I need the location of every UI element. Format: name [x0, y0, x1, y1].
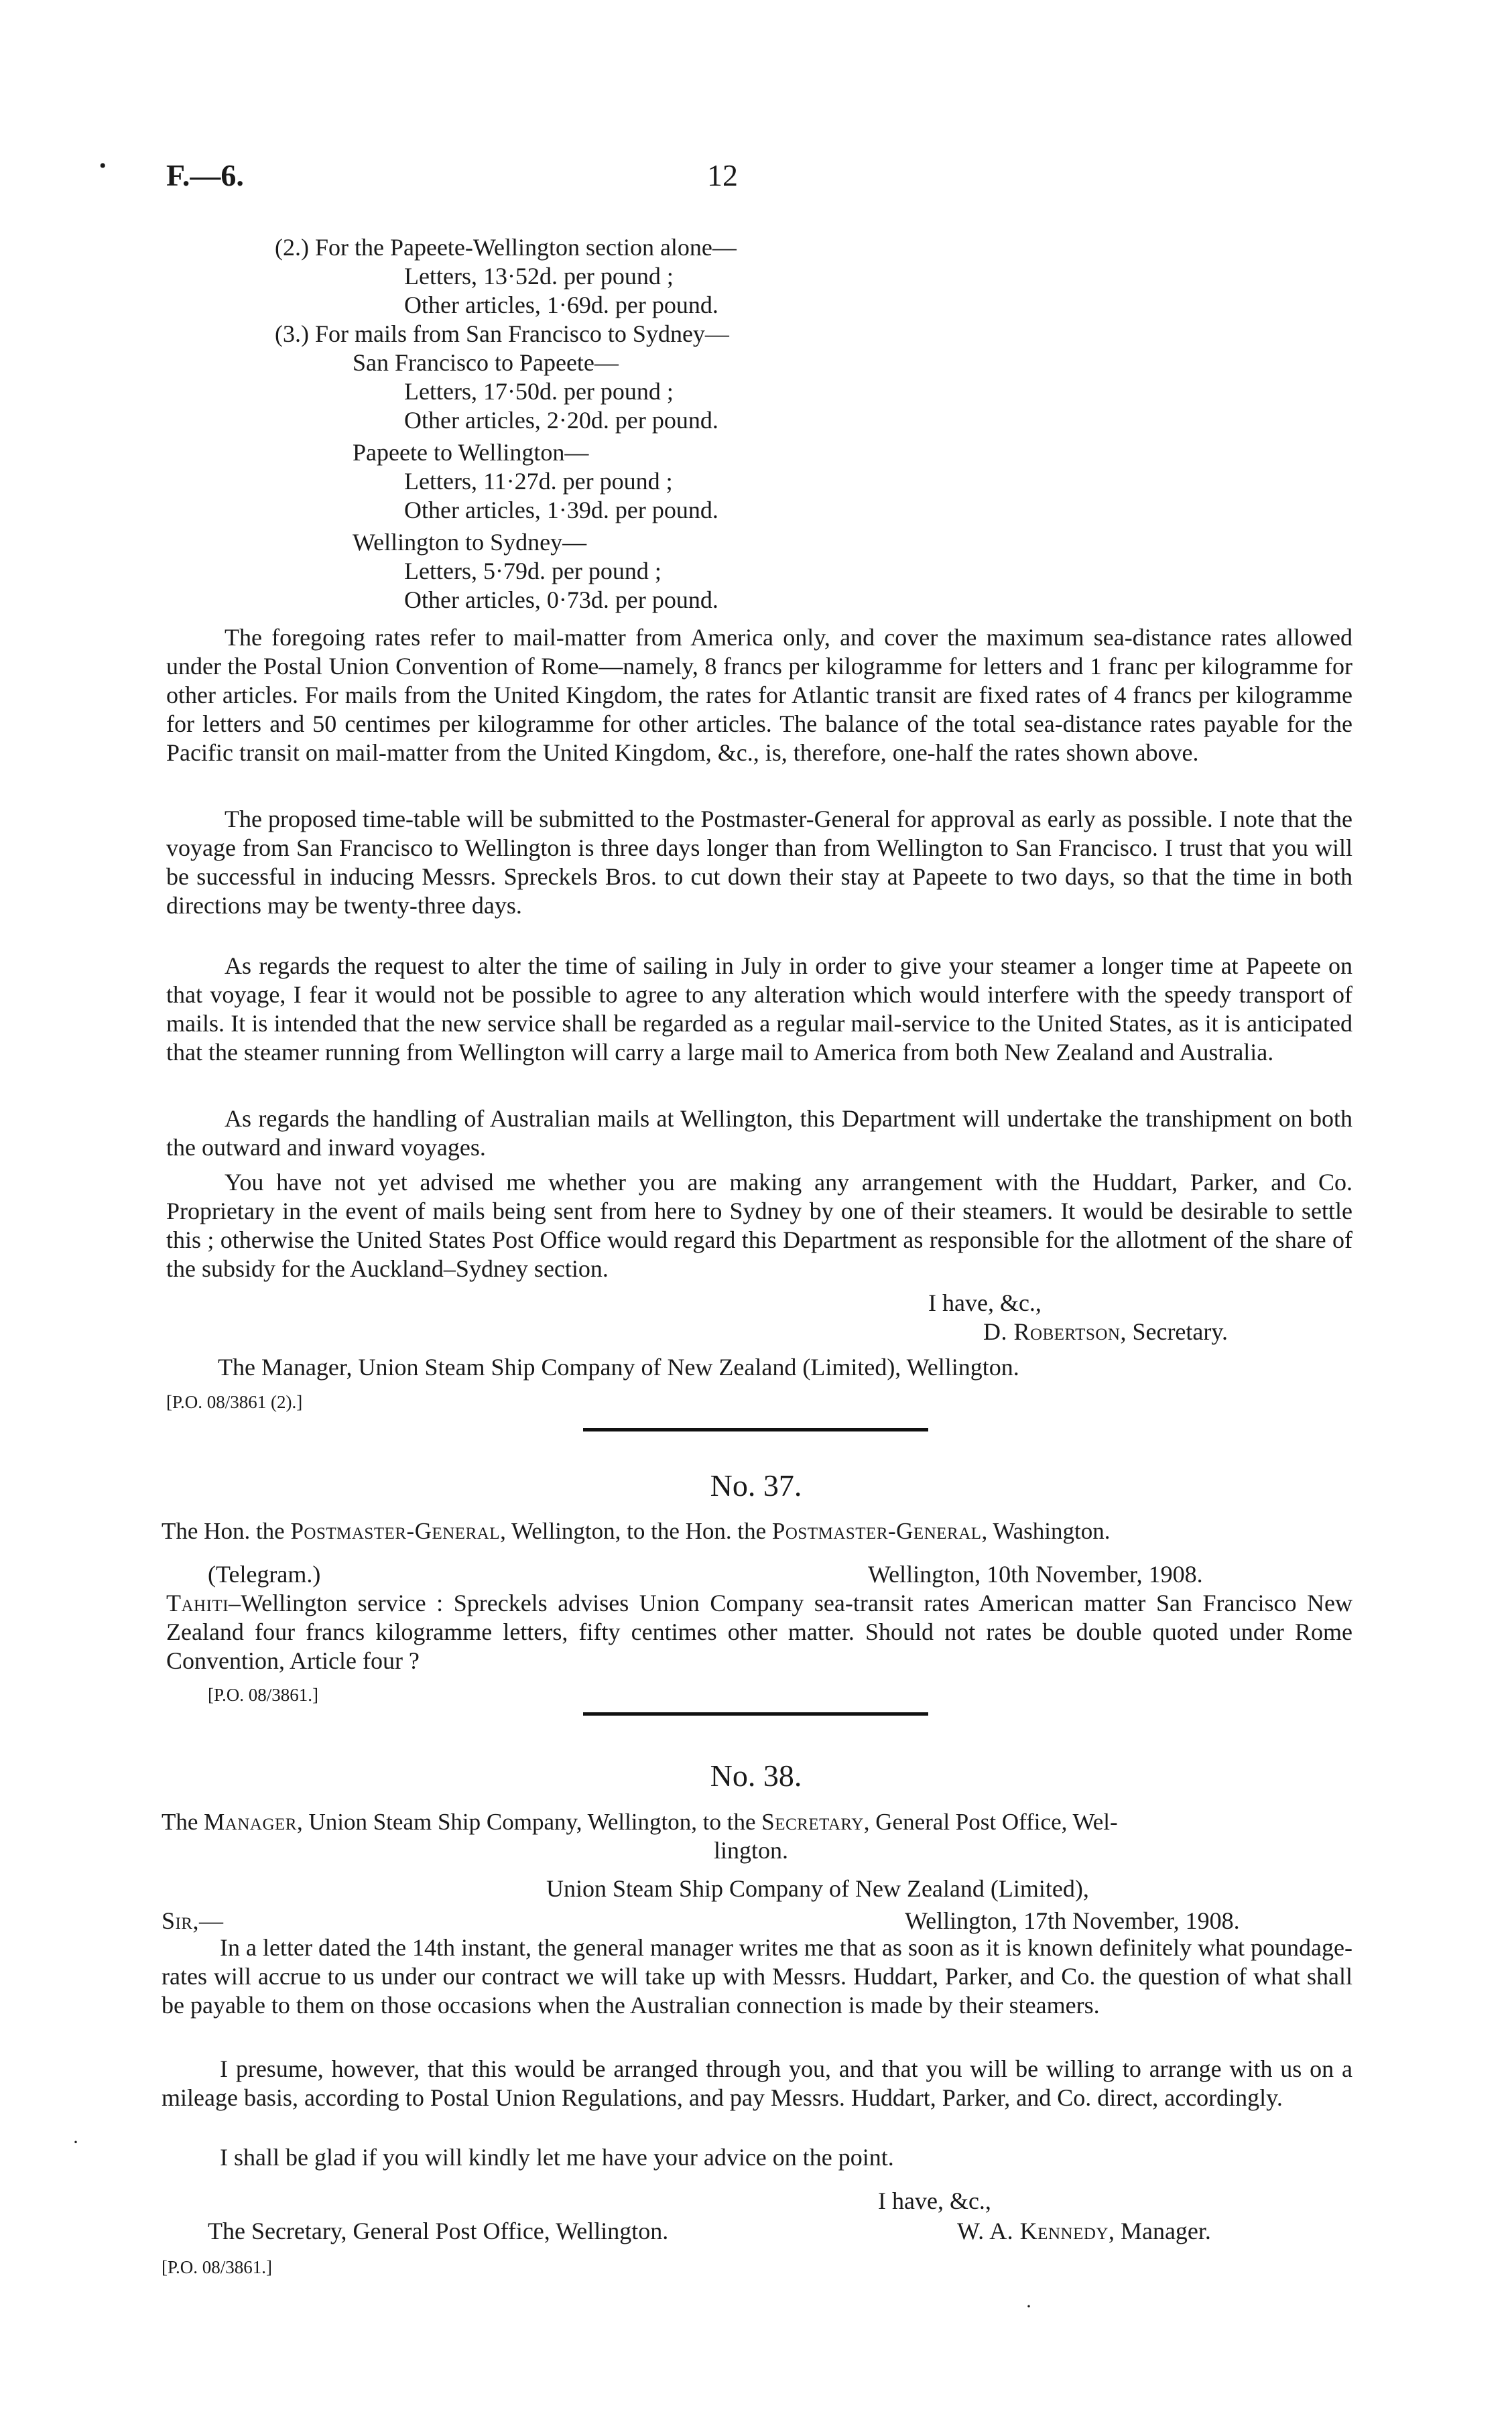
telegram-label: (Telegram.) [208, 1561, 321, 1588]
closing: I have, &c., [878, 2187, 991, 2214]
from-to-line: The Hon. the Postmaster-General, Wellington, to the Hon. the Postmaster-General, Washington. [162, 1518, 1111, 1544]
document-reference: F.—6. [166, 158, 244, 192]
from-to-line: The Manager, Union Steam Ship Company, Wellington, to the Secretary, General Post Office, Wel- [162, 1809, 1118, 1835]
rate-line: Other articles, 2·20d. per pound. [404, 407, 718, 434]
paragraph: You have not yet advised me whether you are making any arrangement with the Huddart, Parker, and Co. Proprietary in the event of mails being sent from here to Sydney by one of their steamers. It would be desirable to settle this ; otherwise the United States Post Office would regard this Department as responsible for the allotment of the share of the subsidy for the Auckland–Sydney section. [166, 1169, 1352, 1282]
section-divider [583, 1428, 928, 1431]
scan-speck: · [1025, 2295, 1032, 2317]
sender-line: Union Steam Ship Company of New Zealand (Limited), [546, 1875, 1089, 1902]
from-to-continuation: lington. [714, 1837, 789, 1864]
addressee: The Secretary, General Post Office, Wellington. [208, 2218, 669, 2244]
letter-date: Wellington, 17th November, 1908. [905, 1907, 1240, 1934]
file-reference: [P.O. 08/3861 (2).] [166, 1392, 303, 1412]
signature-title: , Manager. [1108, 2218, 1211, 2244]
signature [957, 2217, 1211, 2246]
section-divider [583, 1712, 928, 1716]
rate-line: Letters, 17·50d. per pound ; [404, 378, 674, 405]
telegram-subject: Tahiti [166, 1590, 229, 1616]
rate-line: Letters, 13·52d. per pound ; [404, 263, 674, 290]
paragraph: As regards the request to alter the time of sailing in July in order to give your steamer a longer time at Papeete on that voyage, I fear it would not be possible to agree to any alteration which would interfere with the speedy transport of mails. It is intended that the new service shall be regarded as a regular mail-service to the United States, as it is anticipated that the steamer running from Wellington will carry a large mail to America from both New Zealand and Australia. [166, 952, 1352, 1066]
paragraph: The foregoing rates refer to mail-matter from America only, and cover the maximum sea-distance rates allowed under the Postal Union Convention of Rome—namely, 8 francs per kilogramme for letters and 1 franc per kilogramme for other articles. For mails from the United Kingdom, the rates for Atlantic transit are fixed rates of 4 francs per kilogramme for letters and 50 centimes per kilogramme for other articles. The balance of the total sea-distance rates payable for the Pacific transit on mail-matter from the United Kingdom, &c., is, therefore, one-half the rates shown above. [166, 624, 1352, 766]
telegram-body: Tahiti–Wellington service : Spreckels advises Union Company sea-transit rates American matter San Francisco New Zealand four francs kilogramme letters, fifty centimes other matter. Should not rates be double quoted under Rome Convention, Article four ? [166, 1590, 1352, 1674]
paragraph: I presume, however, that this would be arranged through you, and that you will be willing to arrange with us on a mileage basis, according to Postal Union Regulations, and pay Messrs. Huddart, Parker, and Co. direct, accordingly. [162, 2055, 1352, 2111]
rate-line: Other articles, 1·39d. per pound. [404, 497, 718, 523]
paragraph: I shall be glad if you will kindly let me have your advice on the point. [220, 2144, 894, 2171]
addressee: The Manager, Union Steam Ship Company of New Zealand (Limited), Wellington. [218, 1354, 1019, 1381]
rate-line: Papeete to Wellington— [353, 439, 589, 466]
rate-line: (3.) For mails from San Francisco to Sydney— [275, 320, 729, 347]
rate-line: Letters, 11·27d. per pound ; [404, 468, 673, 495]
rate-line: Wellington to Sydney— [353, 529, 587, 556]
rate-line: Other articles, 1·69d. per pound. [404, 292, 718, 318]
signature-name: D. Robertson [983, 1318, 1121, 1345]
rate-line: Letters, 5·79d. per pound ; [404, 558, 662, 584]
scan-speck: · [72, 2131, 79, 2153]
closing: I have, &c., [928, 1289, 1042, 1316]
salutation: Sir,— [162, 1907, 224, 1934]
section-heading: No. 37. [710, 1468, 802, 1503]
scan-speck: • [99, 155, 107, 177]
rate-line: Other articles, 0·73d. per pound. [404, 586, 718, 613]
paragraph: As regards the handling of Australian mails at Wellington, this Department will undertake the transhipment on both the outward and inward voyages. [166, 1105, 1352, 1161]
signature [983, 1318, 1228, 1346]
signature-title: , Secretary. [1120, 1318, 1228, 1345]
signature-name: W. A. Kennedy [957, 2218, 1109, 2244]
rate-line: San Francisco to Papeete— [353, 349, 619, 376]
file-reference: [P.O. 08/3861.] [208, 1685, 319, 1705]
file-reference: [P.O. 08/3861.] [162, 2257, 273, 2277]
paragraph: The proposed time-table will be submitted to the Postmaster-General for approval as early as possible. I note that the voyage from San Francisco to Wellington is three days longer than from Wellington to San Francisco. I trust that you will be successful in inducing Messrs. Spreckels Bros. to cut down their stay at Papeete to two days, so that the time in both directions may be twenty-three days. [166, 806, 1352, 919]
telegram-date: Wellington, 10th November, 1908. [868, 1561, 1203, 1588]
rate-line: (2.) For the Papeete-Wellington section alone— [275, 234, 737, 261]
section-heading: No. 38. [710, 1759, 802, 1793]
page-number: 12 [707, 158, 738, 192]
paragraph: In a letter dated the 14th instant, the general manager writes me that as soon as it is known definitely what poundage-rates will accrue to us under our contract we will take up with Messrs. Huddart, Parker, and Co. the question of what shall be payable to them on those occasions when the Australian connection is made by their steamers. [162, 1934, 1352, 2019]
